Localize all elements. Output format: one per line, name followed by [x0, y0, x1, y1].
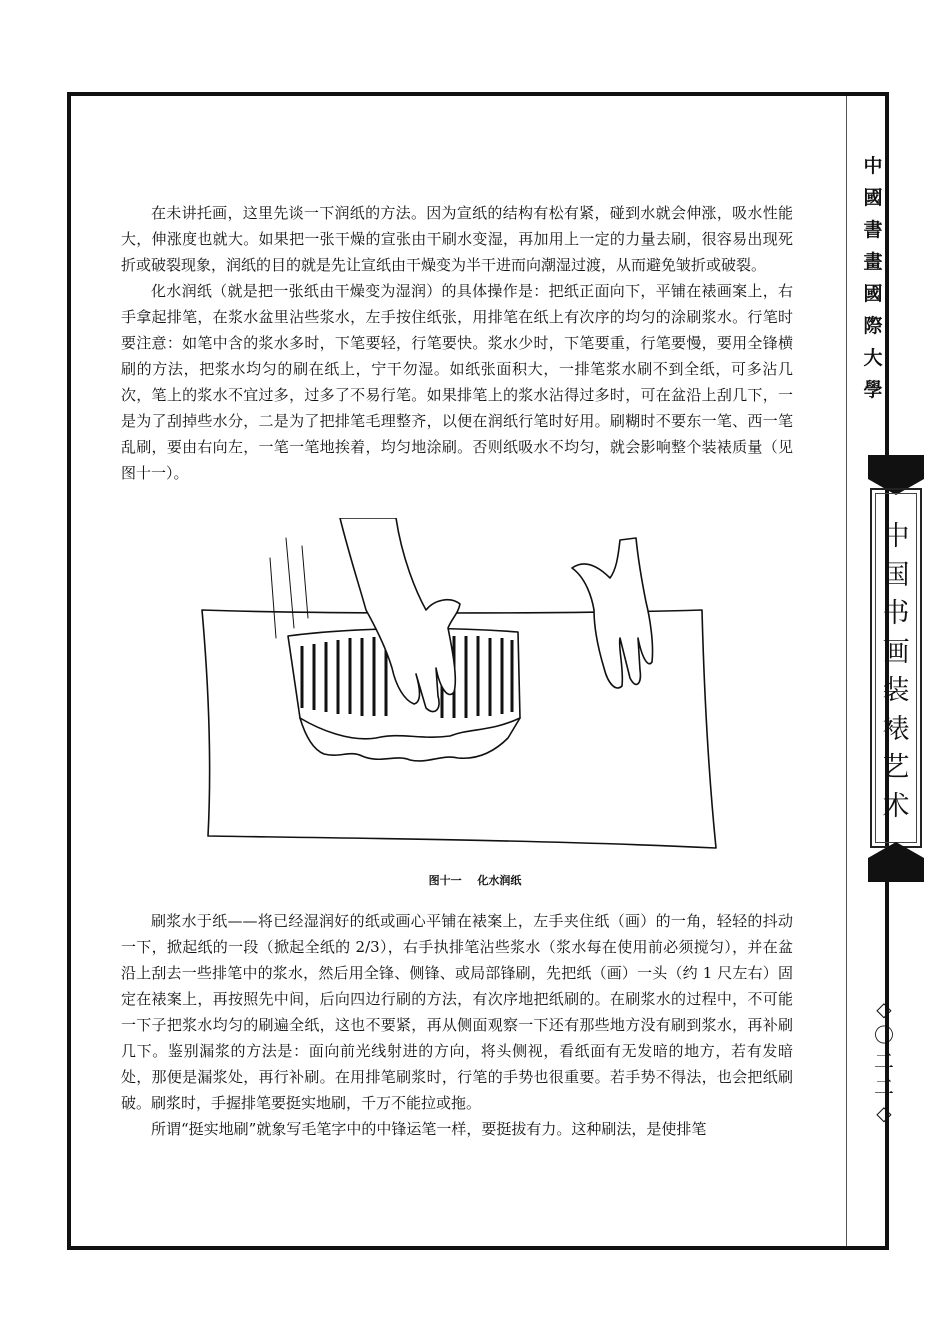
book-title-char: 装	[882, 675, 910, 706]
book-title-char: 画	[882, 636, 910, 668]
figure-illustration	[190, 518, 730, 863]
page-number-char: ◇	[876, 997, 892, 1021]
series-title	[858, 150, 888, 406]
paragraph: 所谓“挺实地刷”就象写毛笔字中的中锋运笔一样，要挺拔有力。这种刷法，是使排笔	[151, 1120, 707, 1138]
sidebar-divider	[846, 96, 847, 1246]
book-title-char: 术	[882, 790, 910, 822]
book-title-char: 艺	[882, 752, 910, 783]
page-number-char: ◇	[876, 1101, 892, 1125]
series-title-char: 書	[863, 219, 883, 241]
book-title-char: 书	[882, 598, 910, 629]
series-title-char: 際	[863, 315, 883, 337]
figure-caption	[0, 872, 950, 888]
paragraph: 在未讲托画，这里先谈一下润纸的方法。因为宣纸的结构有松有紧，碰到水就会伸涨，吸水性能大，伸涨度也就大。如果把一张干燥的宣张由干刷水变湿，再加用上一定的力量去刷，很容易出现死折或破裂现象，润纸的目的就是先让宣纸由干燥变为半干进而向潮湿过渡，从而避免皱折或破裂。	[121, 204, 793, 274]
series-title-char: 國	[863, 283, 883, 305]
paragraph: 化水润纸（就是把一张纸由干燥变为湿润）的具体操作是：把纸正面向下，平铺在裱画案上，右手拿起排笔，在浆水盆里沾些浆水，左手按住纸张，用排笔在纸上有次序的均匀的涂刷浆水。行笔时要注意：如笔中含的浆水多时，下笔要轻，行笔要快。浆水少时，下笔要重，行笔要慢，要用全锋横刷的方法，把浆水均匀的刷在纸上，宁干勿湿。如纸张面积大，一排笔浆水刷不到全纸，可多沾几次，笔上的浆水不宜过多，过多了不易行笔。如果排笔上的浆水沾得过多时，可在盆沿上刮几下，一是为了刮掉些水分，二是为了把排笔毛理整齐，以便在润纸行笔时好用。刷糊时不要东一笔、西一笔乱刷，要由右向左，一笔一笔地挨着，均匀地涂刷。否则纸吸水不均匀，就会影响整个装裱质量（见图十一）。	[121, 282, 793, 482]
page-number-char: 〇	[874, 1023, 894, 1047]
figure-title: 化水润纸	[477, 874, 522, 887]
figure-label: 图十一	[428, 874, 462, 887]
series-title-char: 學	[863, 379, 883, 401]
series-title-char: 國	[863, 187, 883, 209]
book-title-char: 中	[882, 521, 910, 552]
paragraph: 刷浆水于纸——将已经湿润好的纸或画心平铺在裱案上，左手夹住纸（画）的一角，轻轻的抖动一下，掀起纸的一段（掀起全纸的 2/3），右手执排笔沾些浆水（浆水每在使用前必须搅匀），并在盆沿上刮去一些排笔中的浆水，然后用全锋、侧锋、或局部锋刷，先把纸（画）一头（约 1 尺左右）固定在裱案上，再按照先中间，后向四边行刷的方法，有次序地把纸刷的。在刷浆水的过程中，不可能一下子把浆水均匀的刷遍全纸，这也不要紧，再从侧面观察一下还有那些地方没有刷到浆水，再补刷几下。鉴别漏浆的方法是：面向前光线射进的方向，将头侧视，看纸面有无发暗的地方，若有发暗处，那便是漏浆处，再行补刷。在用排笔刷浆时，行笔的手势也很重要。若手势不得法，也会把纸刷破。刷浆时，手握排笔要挺实地刷，千万不能拉或拖。	[121, 912, 793, 1112]
book-title	[872, 518, 920, 826]
series-title-char: 畫	[863, 251, 883, 273]
right-hand	[340, 518, 460, 712]
book-title-char: 国	[882, 559, 910, 591]
page-number-char: 二	[874, 1049, 894, 1073]
page-number-char: 二	[874, 1075, 894, 1099]
body-text-bottom	[121, 908, 793, 1142]
body-text-top	[121, 200, 793, 486]
series-title-char: 大	[863, 347, 883, 369]
page-number	[862, 996, 906, 1126]
series-title-char: 中	[863, 155, 883, 177]
book-title-char: 裱	[882, 713, 910, 745]
